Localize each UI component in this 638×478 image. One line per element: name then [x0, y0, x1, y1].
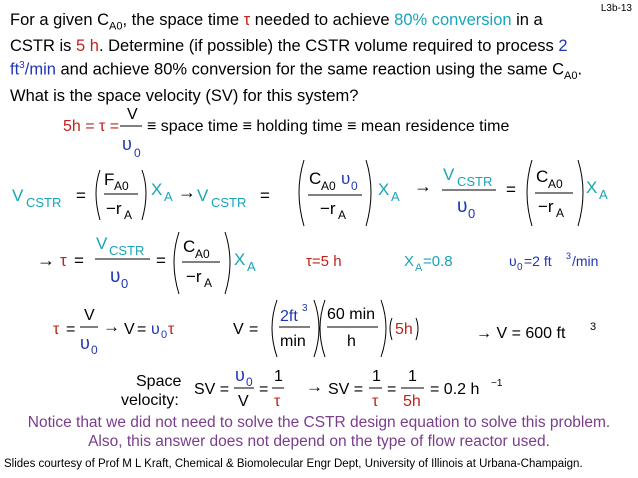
svg-text:=: =: [387, 381, 397, 398]
svg-text:CSTR: CSTR: [211, 195, 247, 210]
svg-text:SV =: SV =: [328, 381, 364, 398]
svg-text:A: A: [599, 187, 608, 202]
svg-text:C: C: [536, 167, 549, 186]
svg-text:CSTR: CSTR: [109, 243, 145, 258]
svg-text:=: =: [156, 251, 166, 270]
svg-text:X: X: [234, 250, 246, 269]
svg-text:1: 1: [372, 368, 381, 385]
svg-text:A: A: [415, 262, 423, 274]
svg-text:A: A: [338, 208, 347, 222]
svg-text:0: 0: [246, 375, 253, 389]
svg-text:V: V: [124, 321, 135, 338]
svg-text:=2 ft: =2 ft: [524, 253, 552, 269]
svg-text:X: X: [586, 178, 598, 197]
svg-text:0: 0: [351, 179, 358, 193]
svg-text:X: X: [151, 180, 163, 199]
svg-text:0: 0: [121, 276, 129, 291]
eq1-denominator: υ: [122, 134, 132, 154]
svg-text:−1: −1: [491, 378, 503, 389]
svg-text:0: 0: [468, 206, 476, 221]
svg-text:υ: υ: [341, 169, 351, 188]
problem-line-4: What is the space velocity (SV) for this system?: [10, 87, 359, 106]
svg-text:1: 1: [274, 368, 283, 385]
problem-line-1: For a given $C_{A0}$, the space time τ needed to achieve 80% conversion in a: [10, 11, 543, 33]
svg-text:V: V: [197, 186, 209, 205]
svg-text:60 min: 60 min: [327, 306, 376, 323]
svg-text:−r: −r: [320, 199, 336, 218]
svg-text:V: V: [12, 186, 24, 205]
svg-text:υ: υ: [110, 266, 121, 287]
svg-text:A: A: [391, 189, 400, 204]
svg-text:V: V: [84, 307, 95, 324]
space-velocity-equation: [121, 365, 503, 410]
svg-text:velocity:: velocity:: [121, 392, 179, 409]
svg-text:/min: /min: [572, 253, 599, 269]
svg-text:υ: υ: [80, 333, 90, 353]
svg-text:=: =: [76, 186, 86, 205]
given-xa: X: [404, 253, 415, 270]
svg-text:−r: −r: [538, 197, 554, 216]
svg-text:→: →: [103, 317, 120, 336]
note-line-2: Also, this answer does not depend on the type of flow reactor used.: [88, 433, 550, 450]
svg-text:1: 1: [408, 368, 417, 385]
cstr-volume-equation: [12, 160, 608, 226]
eq1-numerator: V: [127, 106, 138, 123]
svg-text:2ft: 2ft: [280, 308, 298, 325]
svg-text:=: =: [74, 251, 84, 270]
svg-text:C: C: [309, 169, 322, 188]
svg-text:0: 0: [91, 343, 98, 357]
space-time-equation: [63, 106, 509, 160]
svg-text:A: A: [247, 259, 256, 274]
svg-text:A0: A0: [321, 179, 336, 193]
svg-text:A: A: [164, 189, 173, 204]
svg-text:V: V: [443, 165, 455, 184]
svg-text:τ: τ: [53, 321, 60, 338]
given-tau: τ=5 h: [306, 253, 342, 270]
svg-text:Space: Space: [136, 373, 182, 390]
svg-text:=: =: [259, 381, 269, 398]
svg-text:CSTR: CSTR: [26, 195, 62, 210]
svg-text:A: A: [556, 206, 565, 220]
svg-text:A0: A0: [114, 179, 129, 193]
svg-text:υ: υ: [151, 321, 160, 338]
svg-text:τ: τ: [274, 393, 281, 410]
svg-text:→: →: [306, 377, 323, 396]
svg-text:τ: τ: [168, 321, 175, 338]
svg-text:0: 0: [517, 262, 523, 273]
slide-number: L3b-13: [600, 3, 632, 14]
svg-text:=: =: [249, 321, 259, 338]
svg-text:h: h: [347, 333, 356, 350]
svg-text:υ: υ: [235, 365, 245, 385]
svg-text:A: A: [124, 208, 133, 222]
tau-equation: [37, 232, 598, 294]
eq1-lhs: 5h = τ =: [63, 118, 120, 135]
svg-text:CSTR: CSTR: [457, 174, 493, 189]
svg-text:τ: τ: [60, 251, 67, 270]
svg-text:→: →: [178, 182, 196, 202]
svg-text:=0.8: =0.8: [423, 253, 453, 270]
svg-text:min: min: [280, 333, 306, 350]
svg-text:→: →: [37, 250, 55, 270]
svg-text:X: X: [378, 180, 390, 199]
svg-text:F: F: [104, 170, 115, 189]
svg-text:=: =: [66, 321, 76, 338]
problem-line-2: CSTR is 5 h. Determine (if possible) the CSTR volume required to process 2: [10, 37, 568, 56]
volume-calc-equation: [53, 300, 596, 357]
svg-text:0: 0: [161, 329, 168, 341]
volume-result: → V = 600 ft: [476, 325, 566, 342]
svg-text:A0: A0: [195, 247, 210, 261]
svg-text:A0: A0: [548, 177, 563, 191]
svg-text:3: 3: [566, 251, 572, 261]
svg-text:5h: 5h: [403, 393, 421, 410]
svg-text:A: A: [204, 276, 213, 290]
credit-footer: Slides courtesy of Prof M L Kraft, Chemical & Biomolecular Engr Dept, University of Illinois at Urbana-Champaign.: [4, 458, 583, 470]
svg-text:3: 3: [302, 303, 308, 314]
svg-text:0: 0: [134, 146, 141, 160]
svg-text:V: V: [233, 321, 244, 338]
svg-text:3: 3: [590, 321, 597, 333]
svg-text:C: C: [183, 237, 196, 256]
svg-text:=: =: [506, 180, 516, 199]
svg-text:→: →: [414, 176, 432, 196]
svg-text:=: =: [137, 321, 147, 338]
eq1-definitions: ≡ space time ≡ holding time ≡ mean residence time: [147, 118, 510, 135]
svg-text:5h: 5h: [395, 321, 413, 338]
svg-text:υ: υ: [457, 196, 468, 217]
problem-line-3: $ft^3/\min$ and achieve 80% conversion for the same reaction using the same $C_{A0}$.: [10, 60, 583, 83]
svg-text:τ: τ: [372, 393, 379, 410]
svg-text:−r: −r: [186, 267, 202, 286]
note-line-1: Notice that we did not need to solve the CSTR design equation to solve this problem.: [27, 414, 611, 431]
svg-text:V: V: [238, 393, 249, 410]
sv-result: = 0.2 h: [430, 381, 480, 398]
svg-text:V: V: [96, 234, 108, 253]
svg-text:SV =: SV =: [194, 381, 230, 398]
svg-text:−r: −r: [106, 199, 122, 218]
svg-text:=: =: [260, 186, 270, 205]
given-flow: υ: [509, 253, 517, 269]
